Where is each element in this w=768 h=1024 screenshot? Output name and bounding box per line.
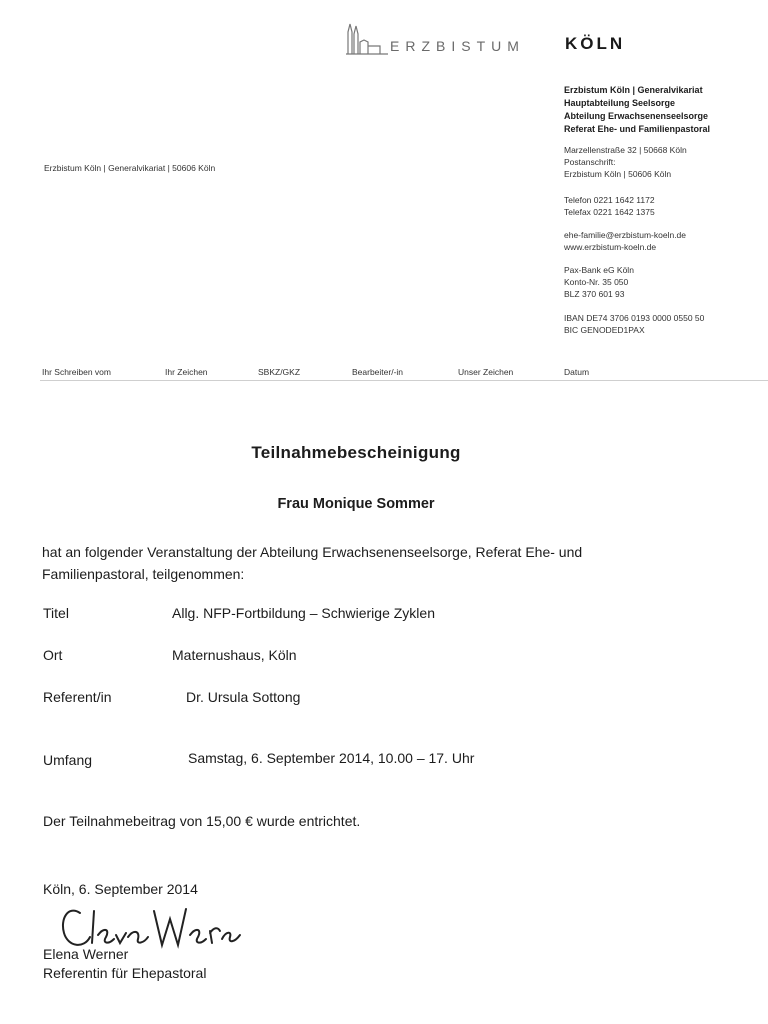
ref-label-ihr-zeichen: Ihr Zeichen [165, 367, 208, 377]
iban-line: IBAN DE74 3706 0193 0000 0550 50 [564, 313, 705, 323]
place-date: Köln, 6. September 2014 [43, 881, 198, 897]
ref-label-datum: Datum [564, 367, 590, 377]
website-line: www.erzbistum-koeln.de [564, 242, 657, 252]
recipient-name: Frau Monique Sommer [277, 496, 435, 512]
ref-label-sbkz: SBKZ/GKZ [258, 367, 301, 377]
sender-return-line: Erzbistum Köln | Generalvikariat | 50606 Köln [44, 163, 216, 173]
address-line: Postanschrift: [564, 157, 616, 167]
bic-line: BIC GENODED1PAX [564, 325, 645, 335]
signer-role: Referentin für Ehepastoral [43, 965, 207, 981]
field-value-umfang: Samstag, 6. September 2014, 10.00 – 17. Uhr [188, 750, 475, 766]
web-block [564, 229, 686, 253]
ref-label-ihr-schreiben: Ihr Schreiben vom [42, 367, 111, 377]
signer-name: Elena Werner [43, 946, 129, 962]
bank-line: Konto-Nr. 35 050 [564, 277, 629, 287]
address-line: Marzellenstraße 32 | 50668 Köln [564, 145, 687, 155]
iban-block [564, 312, 704, 336]
email-line: ehe-familie@erzbistum-koeln.de [564, 230, 687, 240]
field-label-umfang: Umfang [43, 752, 93, 768]
ref-label-unser-zeichen: Unser Zeichen [458, 367, 514, 377]
logo-erzbistum-text: ERZBISTUM [390, 38, 525, 54]
field-label-titel: Titel [43, 605, 69, 621]
fax-line: Telefax 0221 1642 1375 [564, 207, 655, 217]
organisation-block [564, 84, 710, 136]
bank-line: BLZ 370 601 93 [564, 289, 625, 299]
field-value-titel: Allg. NFP-Fortbildung – Schwierige Zyklen [172, 605, 435, 621]
fee-note: Der Teilnahmebeitrag von 15,00 € wurde entrichtet. [43, 813, 361, 829]
reference-divider [40, 380, 768, 381]
field-value-referent: Dr. Ursula Sottong [186, 689, 301, 705]
field-value-ort: Maternushaus, Köln [172, 647, 297, 663]
document-title: Teilnahmebescheinigung [251, 443, 461, 462]
cathedral-logo-icon [344, 20, 390, 56]
ref-label-bearbeiter: Bearbeiter/-in [352, 367, 404, 377]
bank-line: Pax-Bank eG Köln [564, 265, 634, 275]
address-block [564, 144, 687, 180]
field-label-ort: Ort [43, 647, 63, 663]
phone-block [564, 194, 655, 218]
logo-koeln-text: KÖLN [565, 34, 626, 53]
org-line: Referat Ehe- und Familienpastoral [564, 124, 711, 134]
org-line: Erzbistum Köln | Generalvikariat [564, 85, 703, 95]
org-line: Hauptabteilung Seelsorge [564, 98, 676, 108]
org-line: Abteilung Erwachsenenseelsorge [564, 111, 709, 121]
field-label-referent: Referent/in [43, 689, 112, 705]
intro-text: hat an folgender Veranstaltung der Abteilung Erwachsenenseelsorge, Referat Ehe- und Familienpastoral, teilgenommen: [42, 544, 583, 582]
phone-line: Telefon 0221 1642 1172 [564, 195, 655, 205]
bank-block [564, 264, 634, 300]
address-line: Erzbistum Köln | 50606 Köln [564, 169, 672, 179]
